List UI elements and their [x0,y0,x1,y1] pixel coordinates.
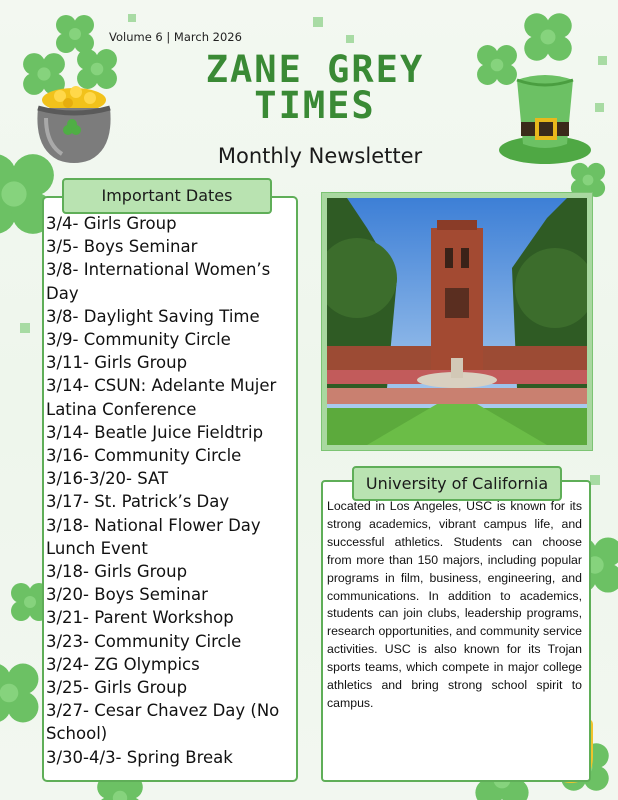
decor-square [20,323,30,333]
date-item: 3/18- Girls Group [46,562,188,582]
newsletter-subtitle: Monthly Newsletter [217,144,423,168]
campus-photo [327,198,587,445]
important-dates-heading: Important Dates [62,178,272,214]
decor-square [313,17,323,27]
important-dates-list [46,212,292,769]
date-item: 3/9- Community Circle [46,330,231,350]
date-item: 3/16- Community Circle [46,446,242,466]
date-item: 3/27- Cesar Chavez Day (No School) [46,701,280,744]
title-line-2: TIMES [254,84,376,127]
date-item: 3/25- Girls Group [46,678,188,698]
date-item: 3/14- CSUN: Adelante Mujer Latina Conference [46,376,277,419]
university-description: Located in Los Angeles, USC is known for its strong academics, vibrant campus life, and successful athletics. Students can choose from more than 150 majors, including popular programs in film, business, engineering, and communications. In addition to academics, students can join clubs, leadership programs, research opportunities, and community service activities. USC is also known for its Trojan sports teams, which compete in major college athletics and bring strong school spirit to campus. [327,499,582,710]
title-line-1: ZANE GREY [205,48,425,91]
decor-square [128,14,136,22]
pot-of-gold-icon [32,78,116,168]
date-item: 3/30-4/3- Spring Break [46,747,233,767]
decor-square [595,103,604,112]
university-heading: University of California [352,466,562,501]
newsletter-title [150,48,480,127]
clover-icon [0,662,40,724]
clover-icon [523,12,573,62]
date-item: 3/4- Girls Group [46,214,177,233]
date-item: 3/20- Boys Seminar [46,585,208,605]
date-item: 3/18- National Flower Day Lunch Event [46,515,261,558]
leprechaun-hat-icon [497,62,593,168]
date-item: 3/21- Parent Workshop [46,608,234,628]
date-item: 3/5- Boys Seminar [46,237,198,257]
date-item: 3/14- Beatle Juice Fieldtrip [46,422,264,442]
date-item: 3/11- Girls Group [46,353,188,373]
decor-square [598,56,607,65]
campus-photo-frame [321,192,593,451]
date-item: 3/23- Community Circle [46,631,242,651]
date-item: 3/8- Daylight Saving Time [46,306,260,326]
decor-square [346,35,354,43]
date-item: 3/8- International Women’s Day [46,260,271,303]
date-item: 3/24- ZG Olympics [46,654,200,674]
volume-date-line: Volume 6 | March 2026 [109,30,242,44]
date-item: 3/16-3/20- SAT [46,469,169,489]
decor-square [590,475,600,485]
date-item: 3/17- St. Patrick’s Day [46,492,230,512]
